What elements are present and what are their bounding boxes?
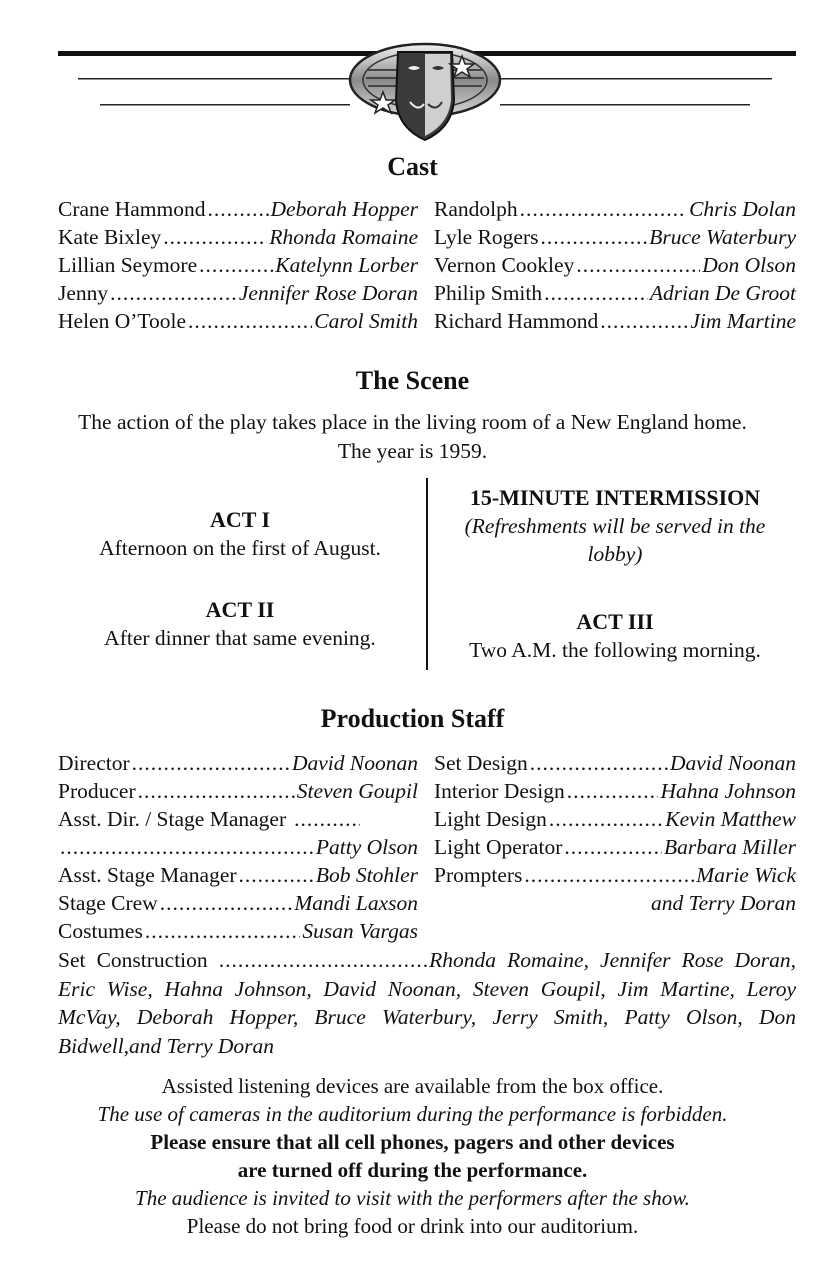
notice-visit-performers: The audience is invited to visit with the performers after the show. [135,1186,690,1210]
leader-dots [110,279,237,307]
staff-role: Asst. Dir. / Stage Manager [58,807,287,831]
leader-dots [163,223,267,251]
cast-actor: Jim Martine [690,309,796,333]
leader-dots [60,833,314,861]
header-ornament [0,30,825,160]
theater-mask-emblem-icon [0,30,825,160]
leader-dots [207,195,268,223]
staff-entry [58,833,418,861]
cast-actor: Bruce Waterbury [649,225,796,249]
intermission-title: 15-MINUTE INTERMISSION [469,485,761,510]
staff-person: Barbara Miller [664,835,796,859]
cast-title: Cast [387,152,438,181]
staff-person: Susan Vargas [302,919,418,943]
staff-entry [58,889,418,917]
cast-entry [58,307,418,335]
scene-year: The year is 1959. [337,439,488,463]
staff-list-right [434,749,796,917]
staff-entry [434,861,796,889]
leader-dots [541,223,648,251]
act-title: ACT I [209,507,271,532]
cast-role: Kate Bixley [58,225,162,249]
leader-dots [600,307,688,335]
leader-dots [188,307,312,335]
intermission [432,484,798,568]
leader-dots [524,861,694,889]
cast-role: Crane Hammond [58,197,206,221]
acts-block [58,478,798,670]
leader-dots: ................................. [218,948,430,972]
staff-person: Hahna Johnson [660,779,796,803]
staff-entry [58,805,418,833]
leader-dots [145,917,300,945]
cast-entry [434,223,796,251]
intermission-note: (Refreshments will be served in the lobby) [464,514,766,566]
cast-role: Jenny [58,281,109,305]
staff-entry [58,861,418,889]
scene-description: The action of the play takes place in the living room of a New England home. [78,410,747,434]
leader-dots [530,749,668,777]
cast-role: Lillian Seymore [58,253,198,277]
cast-actor: Jennifer Rose Doran [238,281,418,305]
leader-dots [549,805,663,833]
cast-actor: Chris Dolan [689,197,796,221]
acts-divider [426,478,428,670]
leader-dots [520,195,687,223]
notice-phones: Please ensure that all cell phones, pagers and other devices [150,1130,675,1154]
staff-entry [434,749,796,777]
staff-entry [434,805,796,833]
act-two [58,596,422,652]
staff-role: Light Operator [434,835,563,859]
cast-role: Vernon Cookley [434,253,575,277]
leader-dots [199,251,273,279]
scene-title: The Scene [355,366,470,395]
staff-entry [58,777,418,805]
staff-person: Bob Stohler [315,863,418,887]
cast-actor: Rhonda Romaine [269,225,418,249]
staff-entry-continued [434,889,796,917]
leader-dots [564,833,662,861]
staff-entry [434,777,796,805]
staff-person: Marie Wick [696,863,796,887]
cast-actor: Katelynn Lorber [275,253,418,277]
act-one [58,506,422,562]
cast-entry [434,307,796,335]
cast-role: Helen O’Toole [58,309,187,333]
leader-dots [138,777,295,805]
audience-notices [0,1072,825,1240]
staff-role: Asst. Stage Manager [58,863,237,887]
staff-role: Director [58,751,130,775]
staff-role: Interior Design [434,779,565,803]
set-construction [58,946,796,1060]
leader-dots [132,749,290,777]
act-description: After dinner that same evening. [104,626,376,650]
cast-actor: Deborah Hopper [270,197,418,221]
act-description: Two A.M. the following morning. [469,638,761,662]
cast-role: Philip Smith [434,281,543,305]
cast-entry [58,279,418,307]
leader-dots [160,889,293,917]
notice-no-food: Please do not bring food or drink into our auditorium. [186,1214,639,1238]
notice-cameras: The use of cameras in the auditorium during the performance is forbidden. [97,1102,728,1126]
cast-list-left [58,195,418,335]
cast-entry [58,223,418,251]
cast-entry [434,279,796,307]
leader-dots [544,279,648,307]
staff-person: Steven Goupil [296,779,418,803]
cast-role: Lyle Rogers [434,225,539,249]
leader-dots [576,251,700,279]
staff-role: Set Construction [58,948,208,972]
cast-actor: Carol Smith [314,309,418,333]
staff-role: Light Design [434,807,547,831]
staff-role: Set Design [434,751,528,775]
staff-entry [58,749,418,777]
notice-phones-cont: are turned off during the performance. [237,1158,588,1182]
cast-role: Randolph [434,197,518,221]
act-description: Afternoon on the first of August. [99,536,381,560]
staff-person: and Terry Doran [651,891,796,915]
staff-role: Producer [58,779,136,803]
notice-listening-devices: Assisted listening devices are available from the box office. [161,1074,664,1098]
cast-actor: Don Olson [702,253,796,277]
act-title: ACT III [576,609,654,634]
cast-entry [58,195,418,223]
staff-person: David Noonan [669,751,796,775]
staff-role: Stage Crew [58,891,158,915]
leader-dots [294,805,360,833]
act-three [432,608,798,664]
staff-entry [58,917,418,945]
cast-role: Richard Hammond [434,309,599,333]
cast-entry [58,251,418,279]
leader-dots [567,777,659,805]
staff-person: Mandi Laxson [294,891,418,915]
staff-role: Prompters [434,863,523,887]
cast-actor: Adrian De Groot [649,281,796,305]
staff-entry [434,833,796,861]
cast-list-right [434,195,796,335]
staff-person: David Noonan [291,751,418,775]
cast-entry [434,195,796,223]
leader-dots [239,861,314,889]
set-construction-crew: Rhonda Romaine, Jennifer Rose Doran, Eric Wise, Hahna Johnson, David Noonan, Steven Goupil, Jim Martine, Leroy McVay, Deborah Hopper, Bruce Waterbury, Jerry Smith, Patty Olson, Don Bidwell,and Terry Doran [58,948,797,1058]
act-title: ACT II [205,597,275,622]
staff-person: Patty Olson [315,835,418,859]
staff-list-left [58,749,418,945]
staff-role: Costumes [58,919,143,943]
cast-entry [434,251,796,279]
staff-person: Kevin Matthew [665,807,796,831]
staff-title: Production Staff [320,704,505,733]
